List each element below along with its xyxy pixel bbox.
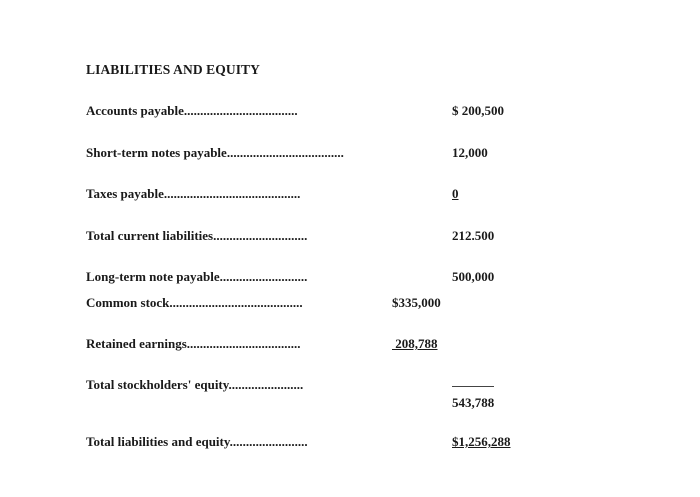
value-long-term-note: 500,000 [452, 269, 495, 284]
label-accounts-payable: Accounts payable................................... [86, 103, 298, 118]
section-title: LIABILITIES AND EQUITY [86, 62, 261, 77]
value-total-stockholders-equity: 543,788 [452, 386, 494, 411]
value-short-term-notes: 12,000 [452, 145, 488, 160]
value-total-current-liabilities: 212.500 [452, 228, 495, 243]
value-accounts-payable: $ 200,500 [452, 103, 504, 118]
label-short-term-notes: Short-term notes payable.................................... [86, 145, 344, 160]
value-common-stock: $335,000 [392, 295, 441, 310]
label-retained-earnings: Retained earnings................................... [86, 336, 301, 351]
label-common-stock: Common stock......................................... [86, 295, 303, 310]
value-total-liabilities-equity: $1,256,288 [452, 434, 511, 449]
label-total-liabilities-equity: Total liabilities and equity........................ [86, 434, 308, 449]
value-taxes-payable: 0 [452, 186, 459, 201]
label-total-current-liabilities: Total current liabilities............................. [86, 228, 308, 243]
label-taxes-payable: Taxes payable.......................................... [86, 186, 301, 201]
label-long-term-note: Long-term note payable........................... [86, 269, 308, 284]
value-retained-earnings: 208,788 [392, 336, 438, 351]
label-total-stockholders-equity: Total stockholders' equity....................... [86, 377, 304, 392]
